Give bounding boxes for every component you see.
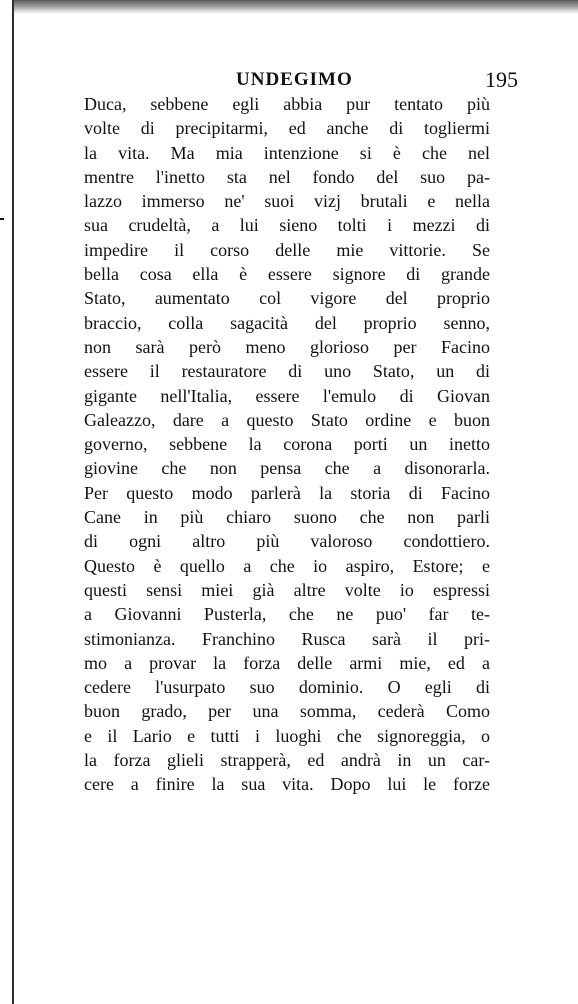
text-line: di ogni altro più valoroso condottiero.: [84, 531, 490, 552]
text-line: lazzo immerso ne' suoi vizj brutali e nella: [84, 191, 490, 212]
text-line: stimonianza. Franchino Rusca sarà il pri-: [84, 628, 490, 649]
text-line: governo, sebbene la corona porti un inetto: [84, 434, 490, 455]
text-line: mentre l'inetto sta nel fondo del suo pa-: [84, 166, 490, 187]
text-line: e il Lario e tutti i luoghi che signoreggia, o: [84, 725, 490, 746]
running-head: UNDEGIMO: [236, 69, 353, 90]
body-text: [84, 92, 490, 797]
text-line: impedire il corso delle mie vittorie. Se: [84, 239, 490, 260]
page-header: [84, 66, 518, 94]
page-left-edge: [12, 0, 14, 1004]
text-line: Questo è quello a che io aspiro, Estore; e: [84, 555, 490, 576]
text-line: buon grado, per una somma, cederà Como: [84, 701, 490, 722]
text-line: Galeazzo, dare a questo Stato ordine e buon: [84, 409, 490, 430]
text-line: Stato, aumentato col vigore del proprio: [84, 288, 490, 309]
text-line: cere a finire la sua vita. Dopo lui le forze: [84, 774, 490, 795]
text-line: sua crudeltà, a lui sieno tolti i mezzi di: [84, 215, 490, 236]
text-line: gigante nell'Italia, essere l'emulo di Giovan: [84, 385, 490, 406]
text-line: essere il restauratore di uno Stato, un di: [84, 361, 490, 382]
text-line: la vita. Ma mia intenzione si è che nel: [84, 142, 490, 163]
text-line: questi sensi miei già altre volte io espressi: [84, 579, 490, 600]
text-line: non sarà però meno glorioso per Facino: [84, 336, 490, 357]
text-line: mo a provar la forza delle armi mie, ed a: [84, 652, 490, 673]
text-line: la forza glieli strapperà, ed andrà in un car-: [84, 750, 490, 771]
text-line: Duca, sebbene egli abbia pur tentato più: [84, 94, 490, 114]
text-line: bella cosa ella è essere signore di grande: [84, 264, 490, 285]
page-top-edge: [12, 0, 578, 14]
text-line: giovine che non pensa che a disonorarla.: [84, 458, 490, 479]
text-line: a Giovanni Pusterla, che ne puo' far te-: [84, 604, 490, 625]
page-number: 195: [485, 67, 518, 92]
text-line: braccio, colla sagacità del proprio senno,: [84, 312, 490, 333]
text-line: volte di precipitarmi, ed anche di togliermi: [84, 118, 490, 139]
text-line: Cane in più chiaro suono che non parli: [84, 507, 490, 528]
scan-speck: [0, 218, 4, 220]
text-line: cedere l'usurpato suo dominio. O egli di: [84, 677, 490, 698]
text-line: Per questo modo parlerà la storia di Facino: [84, 482, 490, 503]
